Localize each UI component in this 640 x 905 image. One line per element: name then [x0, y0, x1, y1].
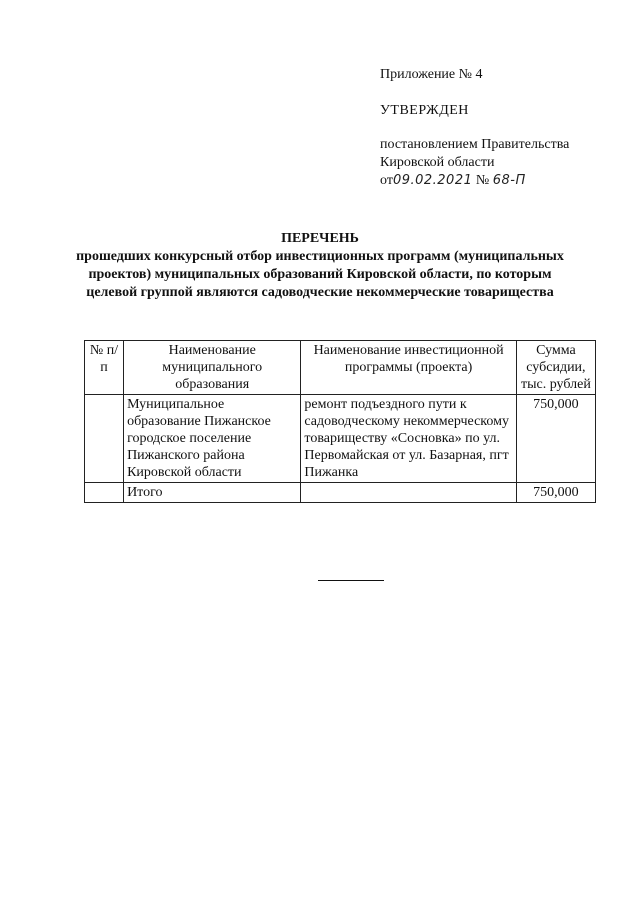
table-total-row [85, 483, 596, 503]
header-sum: Сумма субсидии, тыс. рублей [516, 341, 595, 395]
header-num: № п/п [85, 341, 124, 395]
total-program [301, 483, 516, 503]
total-label: Итого [124, 483, 301, 503]
table-row [85, 395, 596, 483]
document-title [70, 230, 570, 302]
header-municipality: Наименование муниципального образования [124, 341, 301, 395]
date-prefix: от [380, 173, 393, 188]
approval-block [380, 66, 610, 190]
row-num [85, 395, 124, 483]
programs-table [84, 340, 596, 503]
handwritten-number: 68-П [492, 173, 526, 188]
total-sum: 750,000 [516, 483, 595, 503]
handwritten-date: 09.02.2021 [392, 173, 473, 188]
row-municipality: Муниципальное образование Пижанское городское поселение Пижанского района Кировской области [124, 395, 301, 483]
row-sum: 750,000 [516, 395, 595, 483]
decree-line-1: постановлением Правительства [380, 137, 570, 152]
row-program: ремонт подъездного пути к садоводческому некоммерческому товариществу «Сосновка» по ул. Первомайская от ул. Базарная, пгт Пижанка [301, 395, 516, 483]
title-subtitle: прошедших конкурсный отбор инвестиционных программ (муниципальных проектов) муниципальных образований Кировской области, по которым целевой группой являются садоводческие некоммерческие товарищества [76, 249, 564, 300]
decree-date-line [380, 172, 610, 190]
table-header-row [85, 341, 596, 395]
decree-line-2: Кировской области [380, 155, 495, 170]
number-prefix: № [475, 173, 490, 188]
header-program: Наименование инвестиционной программы (проекта) [301, 341, 516, 395]
end-divider [318, 580, 384, 581]
title-heading: ПЕРЕЧЕНЬ [281, 231, 359, 246]
approved-label: УТВЕРЖДЕН [380, 103, 469, 118]
total-empty-cell [85, 483, 124, 503]
annex-label: Приложение № 4 [380, 67, 483, 82]
